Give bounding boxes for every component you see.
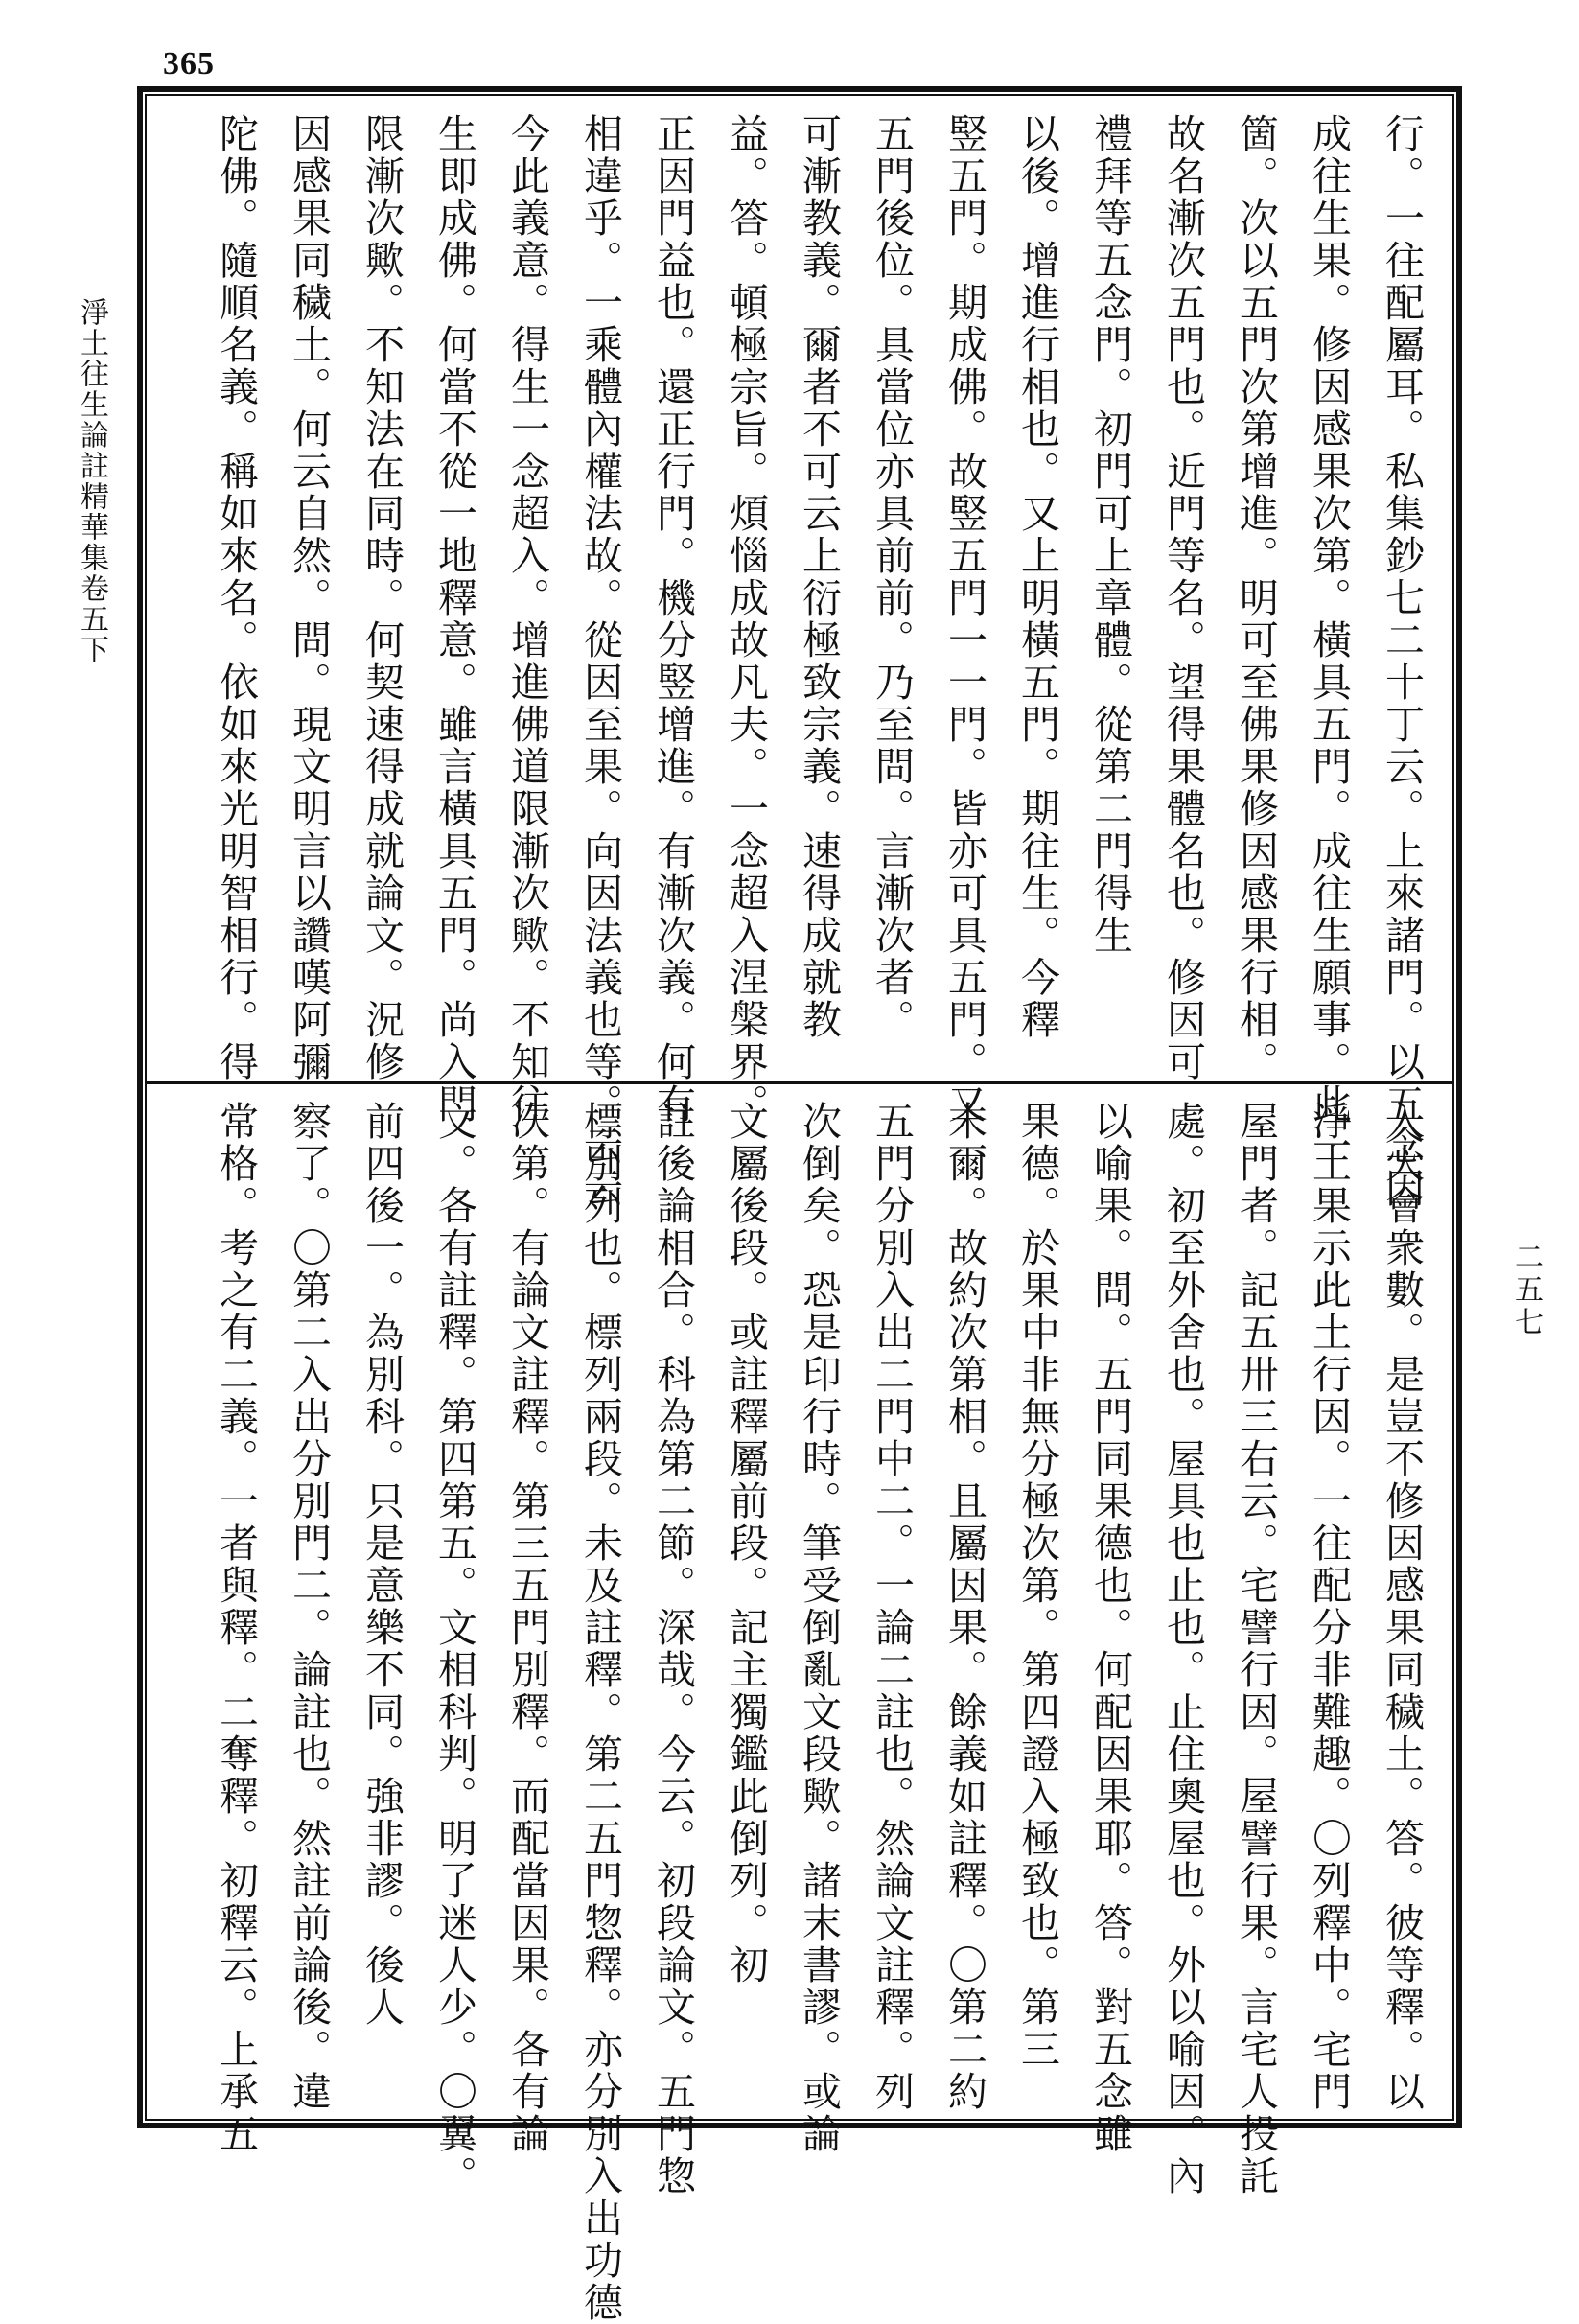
text-column: 次第。有論文註釋。第三五門別釋。而配當因果。各有論: [504, 1101, 550, 2155]
text-column: 標別列也。標列兩段。未及註釋。第二五門惣釋。亦分別入出功德: [577, 1101, 623, 2324]
upper-text-block: [173, 113, 1438, 1210]
text-column: 竪五門。期成佛。故竪五門一一門。皆亦可具五門。又: [941, 113, 987, 1126]
text-column: 因感果同穢土。何云自然。問。現文明言以讚嘆阿彌: [286, 113, 332, 1083]
text-column: 行。一往配屬耳。私集鈔七二十丁云。上來諸門。以五念因: [1379, 113, 1425, 1210]
text-column: 限漸次歟。不知法在同時。何契速得成就論文。況修: [359, 113, 405, 1083]
text-column: 次倒矣。恐是印行時。筆受倒亂文段歟。諸末書謬。或論: [796, 1101, 842, 2155]
text-column: 陀佛。隨順名義。稱如來名。依如來光明智相行。得: [213, 113, 259, 1083]
text-column: 以後。增進行相也。又上明橫五門。期往生。今釋: [1014, 113, 1060, 1041]
text-column: 屋門者。記五卅三右云。宅譬行因。屋譬行果。言宅人投託: [1233, 1101, 1279, 2197]
folio-number: 二五七: [1509, 1242, 1543, 1339]
text-column: 生即成佛。何當不從一地釋意。雖言橫具五門。尚入門: [431, 113, 477, 1126]
text-column: 五門後位。具當位亦具前前。乃至問。言漸次者。: [869, 113, 915, 1041]
text-column: 成往生果。修因感果次第。橫具五門。成往生願事。此一: [1306, 113, 1352, 1168]
text-column: 故名漸次五門也。近門等名。望得果體名也。修因可: [1160, 113, 1206, 1083]
text-column: 常格。考之有二義。一者與釋。二奪釋。初釋云。上承五: [213, 1101, 259, 2155]
text-column: 相違乎。一乘體內權法故。從因至果。向因法義也等。云云: [577, 113, 623, 1210]
text-column: 前四後一。為別科。只是意樂不同。強非謬。後人: [359, 1101, 405, 2029]
text-column: 末爾。故約次第相。且屬因果。餘義如註釋。〇第二約: [941, 1101, 987, 2113]
lower-text-block: [173, 1101, 1438, 2324]
text-column: 註後論相合。科為第二節。深哉。今云。初段論文。五門惣: [650, 1101, 696, 2197]
text-column: 淨土果示此土行因。一往配分非難趣。〇列釋中。宅門: [1306, 1101, 1352, 2113]
page-number: 365: [163, 46, 215, 81]
running-title: 淨土往生論註精華集卷五下: [75, 297, 108, 665]
text-column: 以喻果。問。五門同果德也。何配因果耶。答。對五念雖: [1087, 1101, 1133, 2155]
text-column: 禮拜等五念門。初門可上章體。從第二門得生: [1087, 113, 1133, 957]
text-column: 可漸教義。爾者不可云上衍極致宗義。速得成就教: [796, 113, 842, 1041]
text-column: 今此義意。得生一念超入。增進佛道限漸次歟。不知往: [504, 113, 550, 1126]
text-column: 五門分別入出二門中二。一論二註也。然論文註釋。列: [869, 1101, 915, 2113]
text-column: 察了。〇第二入出分別門二。論註也。然註前論後。違: [286, 1101, 332, 2113]
text-column: 文。各有註釋。第四第五。文相科判。明了迷人少。〇翼。: [431, 1101, 477, 2197]
text-column: 處。初至外舍也。屋具也止也。止住奧屋也。外以喻因。內: [1160, 1101, 1206, 2197]
text-column: 入大會衆數。是豈不修因感果同穢土。答。彼等釋。以: [1379, 1101, 1425, 2113]
text-column: 文屬後段。或註釋屬前段。記主獨鑑此倒列。初: [723, 1101, 769, 1987]
text-column: 正因門益也。還正行門。機分竪增進。有漸次義。何有: [650, 113, 696, 1126]
text-column: 箇。次以五門次第增進。明可至佛果修因感果行相。: [1233, 113, 1279, 1083]
text-column: 益。答。頓極宗旨。煩惱成故凡夫。一念超入涅槃界。: [723, 113, 769, 1126]
text-column: 果德。於果中非無分極次第。第四證入極致也。第三: [1014, 1101, 1060, 2071]
